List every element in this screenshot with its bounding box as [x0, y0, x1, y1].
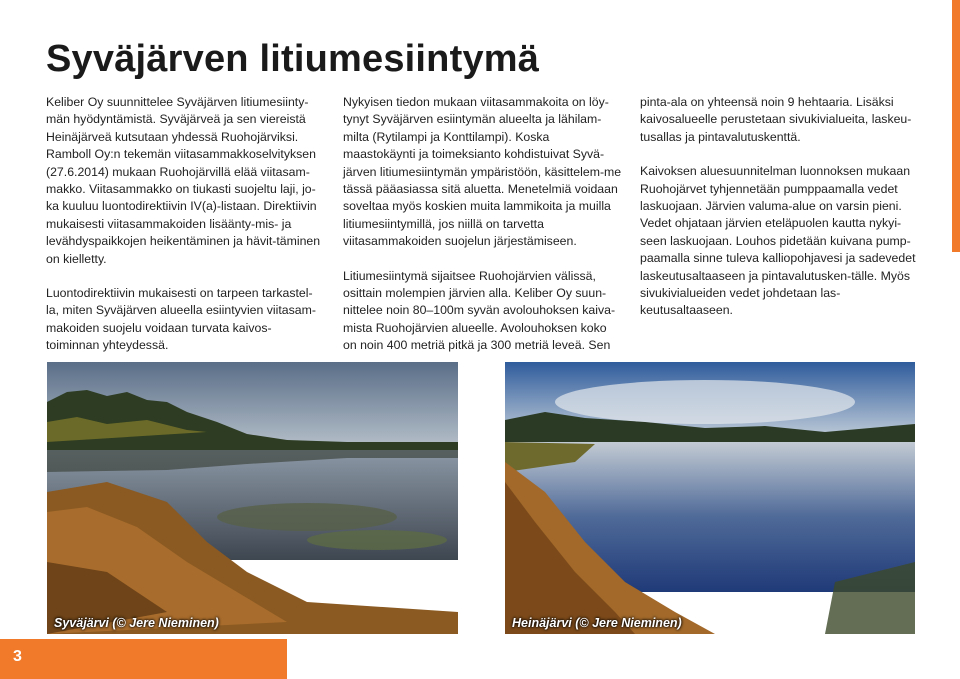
- paragraph: Luontodirektiivin mukaisesti on tarpeen tarkastel-la, miten Syväjärven alueella esiintyvien viitasam-makoiden suojelu voidaan turvata kaivos-toiminnan yhteydessä.: [46, 286, 316, 353]
- text-column-1: [46, 94, 322, 372]
- lake-photo-heinajarvi: [505, 362, 915, 634]
- paragraph: Keliber Oy suunnittelee Syväjärven litiumesiinty-män hyödyntämistä. Syväjärveä ja sen viereistä Heinäjärveä kutsutaan yhdessä Ruohojärviksi. Ramboll Oy:n tekemän viitasammakkoselvityksen (27.6.2014) mukaan Ruohojärvillä elää viitasam-makko. Viitasammakko on tiukasti suojeltu laji, jo-ka kuuluu luontodirektiivin IV(a)-listaan. Direktiivin mukaisesti viitasammakoiden lisäänty-mis- ja levähdyspaikkojen heikentäminen ja hävit-täminen on kielletty.: [46, 95, 321, 266]
- page-title: Syväjärven litiumesiintymä: [46, 38, 540, 80]
- paragraph: Kaivoksen aluesuunnitelman luonnoksen mukaan Ruohojärvet tyhjennetään pumppaamalla vedet laskuojaan. Järvien valuma-alue on varsin pieni. Vedet ohjataan järvien eteläpuolen kautta nykyi-seen laskuojaan. Louhos pidetään kuivana pump-paamalla sinne tuleva kalliopohjavesi ja sadevedet laskeutusaltaaseen ja pintavalutusken-tälle. Myös sivukivialueiden vedet johdetaan las-keutusaltaaseen.: [640, 164, 916, 318]
- page-number: 3: [13, 648, 22, 665]
- paragraph: pinta-ala on yhteensä noin 9 hehtaaria. Lisäksi kaivosalueelle perustetaan sivukivialueita, laskeu-tusallas ja pintavalutuskenttä.: [640, 95, 912, 144]
- text-column-2: [343, 94, 623, 372]
- photo-caption: Syväjärvi (© Jere Nieminen): [54, 616, 219, 630]
- photo-caption: Heinäjärvi (© Jere Nieminen): [512, 616, 682, 630]
- page-number-box: [0, 639, 287, 679]
- orange-accent-bar: [952, 0, 960, 252]
- paragraph: Litiumesiintymä sijaitsee Ruohojärvien välissä, osittain molempien järvien alla. Keliber Oy suun-nittelee noin 80–100m syvän avolouhoksen kaiva-mista Ruohojärvien alueelle. Avolouhoksen koko on noin 400 metriä pitkä ja 300 metriä leveä. Sen: [343, 268, 616, 353]
- text-column-3: [640, 94, 916, 337]
- lake-photo-syvajarvi: [47, 362, 458, 634]
- paragraph: Nykyisen tiedon mukaan viitasammakoita on löy-tynyt Syväjärven esiintymän alueelta ja lähilam-milta (Rytilampi ja Konttilampi). Koska maastokäynti ja toimeksianto kohdistuivat Syvä-järven litiumesiintymän ympäristöön, käsittelem-me tässä pääasiassa sitä aluetta. Menetelmiä voidaan soveltaa myös koskien muita lammikoita ja muilla litiumesiintymillä, jos niillä on tarvetta viitasammakoiden suojelun järjestämiseen.: [343, 95, 622, 249]
